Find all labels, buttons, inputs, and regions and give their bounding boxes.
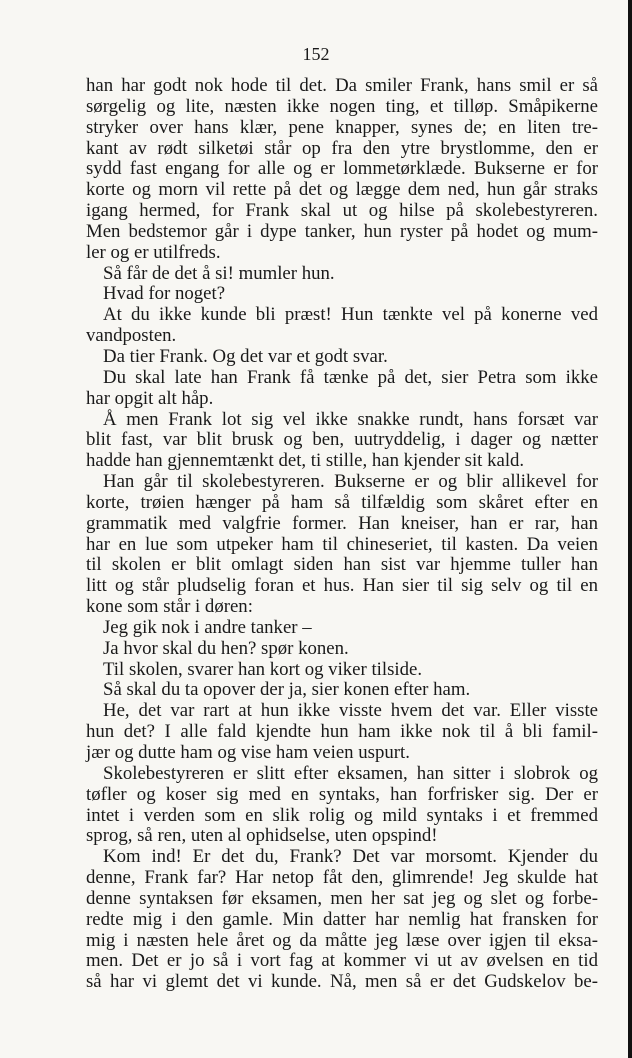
text-line: har opgit alt håp. bbox=[86, 387, 214, 409]
text-line: sørgelig og lite, næsten ikke nogen ting, et tilløp. Småpikerne bbox=[86, 95, 598, 117]
page-number: 152 bbox=[302, 44, 330, 64]
text-line: Du skal late han Frank få tænke på det, sier Petra som ikke bbox=[103, 366, 598, 388]
text-line: Ja hvor skal du hen? spør konen. bbox=[103, 637, 349, 659]
text-line: Kom ind! Er det du, Frank? Det var morsomt. Kjender du bbox=[103, 846, 598, 868]
text-line: Men bedstemor går i dype tanker, hun ryster på hodet og mum- bbox=[86, 220, 598, 242]
text-line: korte, trøien hænger på ham så tilfældig som skåret efter en bbox=[86, 491, 598, 513]
text-line: mig i næsten hele året og da måtte jeg læse over igjen til eksa- bbox=[86, 929, 598, 951]
text-line: Skolebestyreren er slitt efter eksamen, han sitter i slobrok og bbox=[103, 762, 598, 784]
text-line: igang hermed, for Frank skal ut og hilse på skolebestyreren. bbox=[86, 200, 598, 222]
text-line: hadde han gjennemtænkt det, ti stille, han kjender sit kald. bbox=[86, 450, 525, 472]
text-line: vandposten. bbox=[86, 325, 177, 347]
text-line: Da tier Frank. Og det var et godt svar. bbox=[103, 345, 388, 367]
text-line: til skolen er blit omlagt siden han sist var hjemme tuller han bbox=[86, 554, 598, 576]
text-line: sprog, så ren, uten al ophidselse, uten opspind! bbox=[86, 825, 438, 847]
text-line: denne syntaksen før eksamen, men her sat jeg og slet og forbe- bbox=[86, 887, 598, 909]
text-line: redte mig i den gamle. Min datter har nemlig hat fransken for bbox=[86, 908, 598, 930]
text-line: ler og er utilfreds. bbox=[86, 241, 221, 263]
text-line: litt og står pludselig foran et hus. Han sier til sig selv og til en bbox=[86, 575, 598, 597]
text-line: tøfler og koser sig med en syntaks, han forfrisker sig. Der er bbox=[86, 783, 598, 805]
text-line: sydd fast engang for alle og er lommetørklæde. Bukserne er for bbox=[86, 158, 598, 180]
text-line: stryker over hans klær, pene knapper, synes de; en liten tre- bbox=[86, 116, 598, 138]
text-line: hun det? I alle fald kjendte hun ham ikke nok til å bli famil- bbox=[86, 721, 598, 743]
text-line: Hvad for noget? bbox=[103, 283, 226, 305]
text-line: He, det var rart at hun ikke visste hvem det var. Eller visste bbox=[103, 700, 598, 722]
text-line: Å men Frank lot sig vel ikke snakke rundt, hans forsæt var bbox=[103, 408, 598, 430]
text-line: blit fast, var blit brusk og ben, uutryddelig, i dager og nætter bbox=[86, 429, 598, 451]
text-line: At du ikke kunde bli præst! Hun tænkte vel på konerne ved bbox=[103, 304, 598, 326]
text-line: denne, Frank far? Har netop fåt den, glimrende! Jeg skulde hat bbox=[86, 867, 598, 889]
text-line: Så skal du ta opover der ja, sier konen efter ham. bbox=[103, 679, 471, 701]
text-line: Han går til skolebestyreren. Bukserne er og blir allikevel for bbox=[103, 471, 598, 493]
text-line: korte og morn vil rette på det og lægge dem ned, hun går straks bbox=[86, 179, 598, 201]
text-line: har en lue som utpeker ham til chineseriet, til kasten. Da veien bbox=[86, 533, 598, 555]
text-line: så har vi glemt det vi kunde. Nå, men så er det Gudskelov be- bbox=[86, 971, 598, 993]
text-line: men. Det er jo så i vort fag at kommer vi ut av øvelsen en tid bbox=[86, 950, 598, 972]
body-text bbox=[86, 76, 598, 993]
text-line: Så får de det å si! mumler hun. bbox=[103, 262, 335, 284]
text-line: Til skolen, svarer han kort og viker tilside. bbox=[103, 658, 423, 680]
text-line: han har godt nok hode til det. Da smiler Frank, hans smil er så bbox=[86, 75, 598, 96]
text-line: jær og dutte ham og vise ham veien uspurt. bbox=[86, 742, 410, 763]
text-line: kant av rødt silketøi står op fra den ytre brystlomme, den er bbox=[86, 137, 598, 159]
text-line: intet i verden som en slik rolig og mild syntaks i et fremmed bbox=[86, 804, 598, 826]
page-edge-shadow bbox=[628, 0, 632, 1058]
text-line: kone som står i døren: bbox=[86, 596, 253, 618]
text-line: grammatik med valgfrie former. Han kneiser, han er rar, han bbox=[86, 512, 598, 534]
text-line: Jeg gik nok i andre tanker – bbox=[103, 616, 312, 638]
